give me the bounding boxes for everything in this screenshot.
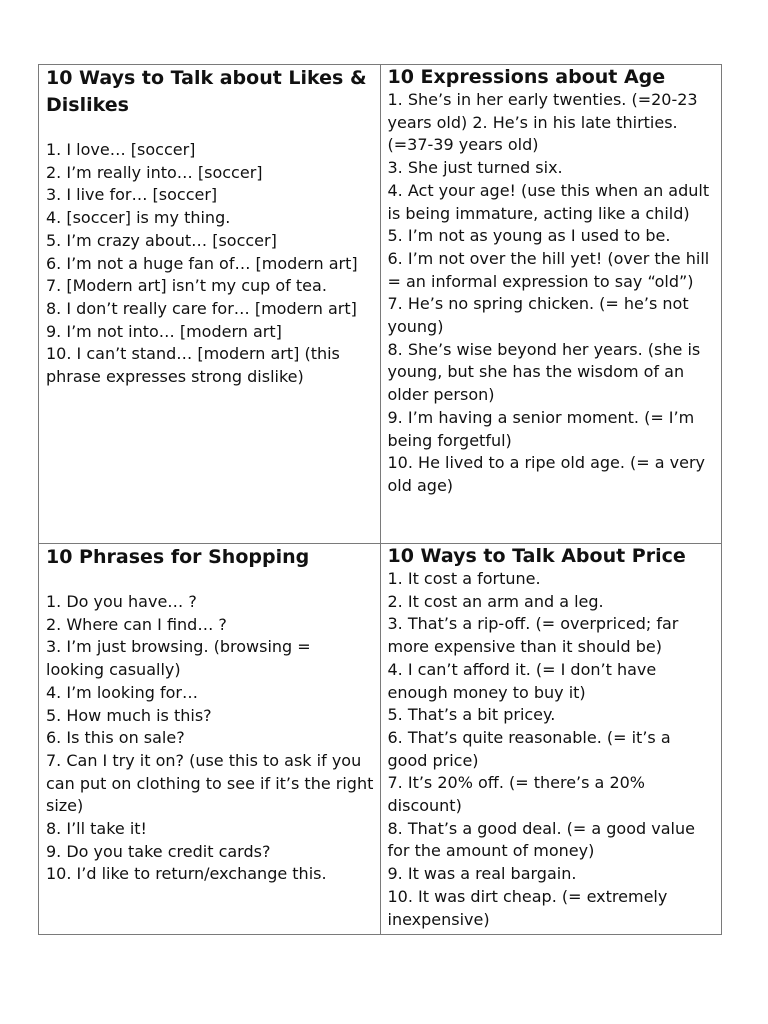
- list-item: 8. I’ll take it!: [46, 819, 147, 839]
- list-item: 10. It was dirt cheap. (= extremely inexpensive): [387, 886, 668, 929]
- shopping-phrases-heading: 10 Phrases for Shopping: [46, 546, 310, 568]
- age-expressions-list: [388, 89, 716, 498]
- list-item: 3. I live for… [soccer]: [46, 185, 218, 205]
- list-item: 5. I’m crazy about… [soccer]: [46, 230, 277, 250]
- list-item: 7. It’s 20% off. (= there’s a 20% discount): [387, 773, 646, 816]
- list-item: 2. I’m really into… [soccer]: [46, 162, 263, 182]
- list-item: 3. That’s a rip-off. (= overpriced; far more expensive than it should be): [387, 614, 679, 657]
- age-expressions-heading: 10 Expressions about Age: [387, 66, 666, 88]
- price-talk-list: [388, 568, 716, 931]
- list-item: 6. I’m not a huge fan of… [modern art]: [46, 253, 358, 273]
- list-item: 5. That’s a bit pricey.: [387, 705, 556, 725]
- list-item: 2. It cost an arm and a leg.: [387, 591, 604, 611]
- list-item: 1. She’s in her early twenties. (=20-23 years old) 2. He’s in his late thirties. (=37-39 years old): [387, 90, 698, 155]
- list-item: 9. I’m not into… [modern art]: [46, 321, 282, 341]
- list-item: 9. It was a real bargain.: [387, 864, 577, 884]
- list-item: 10. I’d like to return/exchange this.: [46, 864, 327, 884]
- list-item: 4. [soccer] is my thing.: [46, 208, 231, 228]
- phrases-table: [38, 64, 722, 935]
- likes-dislikes-list: [46, 139, 374, 389]
- list-item: 4. I’m looking for…: [46, 682, 198, 702]
- price-talk-heading: 10 Ways to Talk About Price: [387, 545, 686, 567]
- spacer: [46, 571, 374, 591]
- list-item: 5. I’m not as young as I used to be.: [387, 226, 671, 246]
- list-item: 9. I’m having a senior moment. (= I’m being forgetful): [387, 407, 695, 450]
- list-item: 1. I love… [soccer]: [46, 140, 196, 159]
- list-item: 3. She just turned six.: [387, 158, 563, 178]
- table-row: [39, 65, 722, 544]
- list-item: 1. Do you have… ?: [46, 592, 197, 611]
- list-item: 7. He’s no spring chicken. (= he’s not young): [387, 294, 689, 337]
- list-item: 8. That’s a good deal. (= a good value for the amount of money): [387, 818, 695, 861]
- list-item: 8. She’s wise beyond her years. (she is young, but she has the wisdom of an older person): [387, 339, 701, 405]
- list-item: 7. Can I try it on? (use this to ask if you can put on clothing to see if it’s the right size): [46, 750, 374, 816]
- list-item: 4. I can’t afford it. (= I don’t have enough money to buy it): [387, 659, 657, 702]
- list-item: 10. He lived to a ripe old age. (= a very old age): [387, 453, 706, 495]
- list-item: 3. I’m just browsing. (browsing = looking casually): [46, 637, 311, 680]
- shopping-phrases-cell: [39, 544, 381, 935]
- shopping-phrases-list: [46, 591, 374, 886]
- list-item: 1. It cost a fortune.: [387, 569, 541, 588]
- age-expressions-cell: [380, 65, 722, 544]
- list-item: 2. Where can I find… ?: [46, 614, 227, 634]
- list-item: 4. Act your age! (use this when an adult is being immature, acting like a child): [387, 180, 710, 223]
- likes-dislikes-cell: [39, 65, 381, 544]
- list-item: 7. [Modern art] isn’t my cup of tea.: [46, 276, 327, 296]
- list-item: 10. I can’t stand… [modern art] (this phrase expresses strong dislike): [46, 344, 340, 387]
- list-item: 8. I don’t really care for… [modern art]: [46, 298, 357, 318]
- table-row: [39, 544, 722, 935]
- price-talk-cell: [380, 544, 722, 935]
- list-item: 6. I’m not over the hill yet! (over the hill = an informal expression to say “old”): [387, 248, 710, 291]
- list-item: 5. How much is this?: [46, 705, 212, 725]
- list-item: 6. Is this on sale?: [46, 728, 185, 748]
- list-item: 6. That’s quite reasonable. (= it’s a good price): [387, 727, 671, 770]
- likes-dislikes-heading: 10 Ways to Talk about Likes & Dislikes: [46, 67, 367, 116]
- spacer: [46, 119, 374, 139]
- list-item: 9. Do you take credit cards?: [46, 841, 271, 861]
